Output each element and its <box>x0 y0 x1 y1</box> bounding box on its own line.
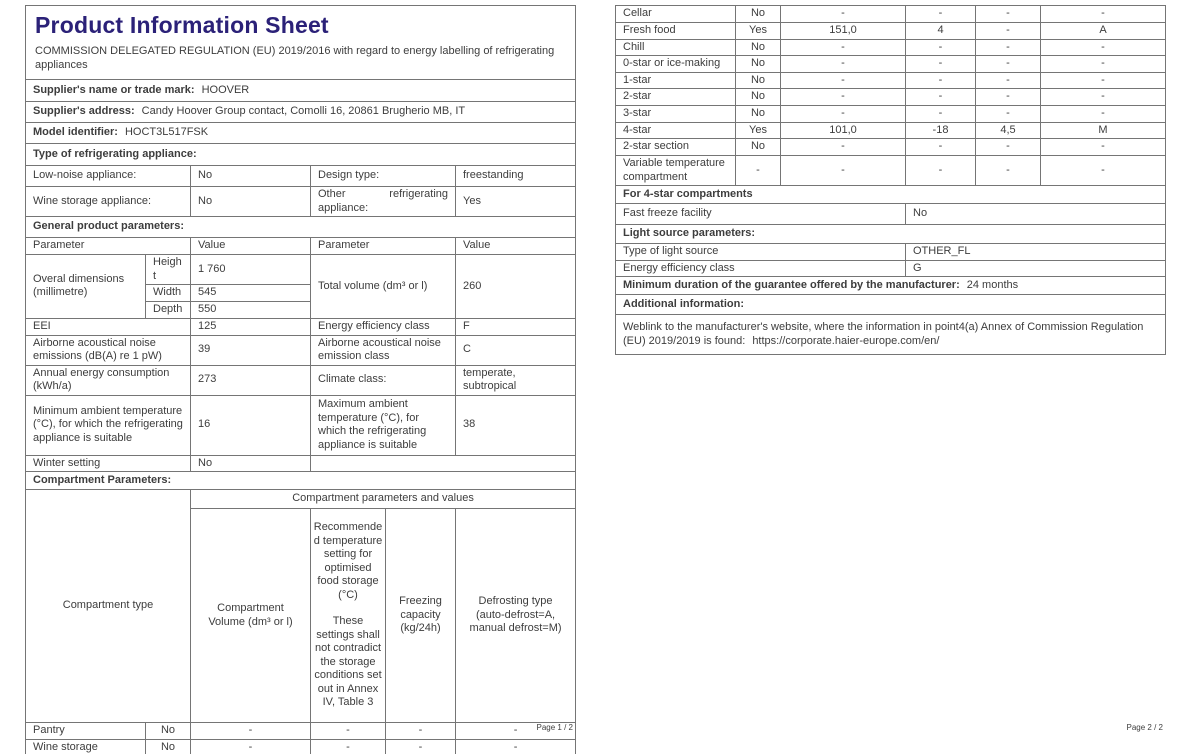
compartment-present: - <box>736 156 781 186</box>
temperature-header-note: These settings shall not contradict the storage conditions set out in Annex IV, Table 3 <box>314 615 382 709</box>
compartment-present: No <box>736 72 781 89</box>
regulation-subtitle: COMMISSION DELEGATED REGULATION (EU) 2019/2016 with regard to energy labelling of refrigerating appliances <box>35 45 555 71</box>
compartment-temp: -18 <box>906 122 976 139</box>
param-value: 273 <box>191 365 311 395</box>
compartment-defrost: - <box>456 723 576 740</box>
table-row <box>26 187 576 217</box>
table-row <box>616 156 1166 186</box>
light-efficiency-label: Energy efficiency class <box>616 260 906 277</box>
compartment-volume: - <box>781 6 906 23</box>
table-row <box>616 6 1166 23</box>
compartment-temp: - <box>906 56 976 73</box>
dimensions-label: Overal dimensions (millimetre) <box>26 255 146 319</box>
param-value: No <box>191 455 311 472</box>
compartment-defrost: - <box>1041 72 1166 89</box>
param-value: 16 <box>191 395 311 455</box>
compartment-freezing: - <box>976 56 1041 73</box>
weblink-cell <box>616 315 1166 355</box>
compartment-temp: - <box>906 89 976 106</box>
compartment-type: 0-star or ice-making <box>616 56 736 73</box>
table-row <box>616 39 1166 56</box>
param-value: 125 <box>191 318 311 335</box>
temperature-header-main: Recommended temperature setting for optimised food storage (°C) <box>313 521 383 601</box>
supplier-address-label: Supplier's address: <box>33 105 135 118</box>
page-2 <box>615 0 1165 754</box>
compartment-volume: - <box>781 72 906 89</box>
param-value: F <box>456 318 576 335</box>
four-star-section-header-row <box>616 186 1166 204</box>
guarantee-value: 24 months <box>966 278 1019 291</box>
compartment-freezing: - <box>976 22 1041 39</box>
table-row <box>616 122 1166 139</box>
table-row <box>26 365 576 395</box>
light-source-type-value: OTHER_FL <box>906 244 1166 261</box>
compartment-present: Yes <box>736 122 781 139</box>
compartment-volume: - <box>781 89 906 106</box>
compartment-temp: - <box>311 723 386 740</box>
total-volume-label: Total volume (dm³ or l) <box>311 255 456 319</box>
weblink-label: Weblink to the manufacturer's website, where the information in point4(a) Annex of Commission Regulation (EU) 2019/2019 is found: <box>623 321 1144 347</box>
guarantee-label: Minimum duration of the guarantee offered by the manufacturer: <box>623 278 960 291</box>
compartment-type: 3-star <box>616 106 736 123</box>
dimension-value: 1 760 <box>191 255 311 285</box>
compartment-volume: - <box>781 139 906 156</box>
weblink-url[interactable]: https://corporate.haier-europe.com/en/ <box>752 334 940 347</box>
compartment-defrost: A <box>1041 22 1166 39</box>
volume-header: Compartment Volume (dm³ or l) <box>191 509 311 723</box>
compartment-temp: 4 <box>906 22 976 39</box>
column-header-row <box>26 238 576 255</box>
compartment-freezing: - <box>976 106 1041 123</box>
supplier-name-cell <box>26 80 576 102</box>
compartment-section-header: Compartment Parameters: <box>26 472 576 490</box>
compartment-present: No <box>736 56 781 73</box>
compartment-temp: - <box>311 739 386 754</box>
compartment-defrost: - <box>1041 6 1166 23</box>
table-row <box>26 166 576 187</box>
compartment-freezing: - <box>976 6 1041 23</box>
dimension-key: Height <box>146 255 191 285</box>
model-identifier-cell <box>26 123 576 144</box>
compartment-temp: - <box>906 139 976 156</box>
table-row <box>616 56 1166 73</box>
light-section-header-row <box>616 225 1166 244</box>
supplier-name-row <box>26 80 576 102</box>
four-star-section-header: For 4-star compartments <box>616 186 1166 204</box>
param-label: Airborne acoustical noise emission class <box>311 335 456 365</box>
freezing-header: Freezing capacity (kg/24h) <box>386 509 456 723</box>
compartment-temp: - <box>906 6 976 23</box>
compartment-defrost: - <box>1041 156 1166 186</box>
type-section-header-row <box>26 144 576 166</box>
model-identifier-row <box>26 123 576 144</box>
fast-freeze-row <box>616 204 1166 225</box>
table-row <box>26 395 576 455</box>
table-row <box>26 335 576 365</box>
compartment-type: 2-star <box>616 89 736 106</box>
compartment-temp: - <box>906 39 976 56</box>
column-header: Value <box>191 238 311 255</box>
param-label: Energy efficiency class <box>311 318 456 335</box>
compartment-type: Fresh food <box>616 22 736 39</box>
compartment-freezing: - <box>976 72 1041 89</box>
dimension-value: 550 <box>191 301 311 318</box>
table-row <box>616 22 1166 39</box>
compartment-group-header-row <box>26 490 576 509</box>
param-label: Design type: <box>311 166 456 187</box>
light-section-header: Light source parameters: <box>616 225 1166 244</box>
weblink-row <box>616 315 1166 355</box>
dimension-key: Depth <box>146 301 191 318</box>
param-value: 38 <box>456 395 576 455</box>
dimension-value: 545 <box>191 285 311 302</box>
supplier-name-label: Supplier's name or trade mark: <box>33 83 195 96</box>
param-value: C <box>456 335 576 365</box>
compartment-section-header-row <box>26 472 576 490</box>
supplier-address-row <box>26 102 576 123</box>
compartment-freezing: - <box>976 39 1041 56</box>
additional-info-header: Additional information: <box>616 295 1166 315</box>
param-value: freestanding <box>456 166 576 187</box>
light-efficiency-row <box>616 260 1166 277</box>
dimension-key: Width <box>146 285 191 302</box>
column-header: Parameter <box>311 238 456 255</box>
page-number-footer: Page 1 / 2 <box>536 723 573 732</box>
param-value: Yes <box>456 187 576 217</box>
total-volume-value: 260 <box>456 255 576 319</box>
light-efficiency-value: G <box>906 260 1166 277</box>
param-value: 39 <box>191 335 311 365</box>
table-row <box>26 318 576 335</box>
param-value: No <box>191 187 311 217</box>
param-label: Low-noise appliance: <box>26 166 191 187</box>
compartment-present: No <box>736 89 781 106</box>
compartment-type-header: Compartment type <box>26 490 191 723</box>
empty-cell <box>311 455 576 472</box>
general-section-header: General product parameters: <box>26 217 576 238</box>
table-row <box>616 139 1166 156</box>
product-info-table-page1 <box>25 5 576 754</box>
compartment-volume: - <box>781 39 906 56</box>
defrost-header: Defrosting type (auto-defrost=A, manual defrost=M) <box>456 509 576 723</box>
compartment-present: No <box>736 6 781 23</box>
compartment-type: 2-star section <box>616 139 736 156</box>
compartment-type: Variable temperature compartment <box>616 156 736 186</box>
model-identifier-value: HOCT3L517FSK <box>124 126 209 139</box>
supplier-address-cell <box>26 102 576 123</box>
fast-freeze-value: No <box>906 204 1166 225</box>
compartment-volume: - <box>781 106 906 123</box>
page-1 <box>25 0 575 754</box>
table-row <box>26 723 576 740</box>
compartment-freezing: - <box>976 89 1041 106</box>
compartment-volume: 101,0 <box>781 122 906 139</box>
compartment-defrost: - <box>1041 106 1166 123</box>
compartment-defrost: - <box>1041 139 1166 156</box>
guarantee-cell <box>616 277 1166 295</box>
table-row <box>26 739 576 754</box>
compartment-defrost: - <box>456 739 576 754</box>
param-label: Wine storage appliance: <box>26 187 191 217</box>
param-value: temperate, subtropical <box>456 365 576 395</box>
dimensions-row-height <box>26 255 576 285</box>
compartment-present: No <box>736 139 781 156</box>
supplier-address-value: Candy Hoover Group contact, Comolli 16, 20861 Brugherio MB, IT <box>141 105 466 118</box>
guarantee-row <box>616 277 1166 295</box>
compartment-volume: - <box>781 56 906 73</box>
page-title: Product Information Sheet <box>35 12 329 38</box>
compartment-freezing: 4,5 <box>976 122 1041 139</box>
param-label: Minimum ambient temperature (°C), for which the refrigerating appliance is suitable <box>26 395 191 455</box>
compartment-present: No <box>146 723 191 740</box>
compartment-present: Yes <box>736 22 781 39</box>
compartment-defrost: - <box>1041 89 1166 106</box>
additional-info-header-row <box>616 295 1166 315</box>
param-label: Maximum ambient temperature (°C), for which the refrigerating appliance is suitable <box>311 395 456 455</box>
compartment-freezing: - <box>976 156 1041 186</box>
table-row <box>616 89 1166 106</box>
param-label: Airborne acoustical noise emissions (dB(A) re 1 pW) <box>26 335 191 365</box>
compartment-type: Chill <box>616 39 736 56</box>
compartment-defrost: M <box>1041 122 1166 139</box>
compartment-type: Cellar <box>616 6 736 23</box>
compartment-volume: 151,0 <box>781 22 906 39</box>
general-section-header-row <box>26 217 576 238</box>
type-section-header: Type of refrigerating appliance: <box>26 144 576 166</box>
compartment-type: Pantry <box>26 723 146 740</box>
column-header: Parameter <box>26 238 191 255</box>
compartment-temp: - <box>906 156 976 186</box>
compartment-group-header: Compartment parameters and values <box>191 490 576 509</box>
compartment-volume: - <box>191 723 311 740</box>
param-label: Climate class: <box>311 365 456 395</box>
compartment-volume: - <box>781 156 906 186</box>
compartment-freezing: - <box>386 723 456 740</box>
table-row <box>616 106 1166 123</box>
compartment-type: Wine storage <box>26 739 146 754</box>
param-label: EEI <box>26 318 191 335</box>
compartment-temp: - <box>906 72 976 89</box>
product-info-table-page2 <box>615 5 1166 355</box>
compartment-present: No <box>736 39 781 56</box>
compartment-defrost: - <box>1041 39 1166 56</box>
compartment-type: 1-star <box>616 72 736 89</box>
compartment-type: 4-star <box>616 122 736 139</box>
light-source-type-row <box>616 244 1166 261</box>
compartment-freezing: - <box>386 739 456 754</box>
compartment-freezing: - <box>976 139 1041 156</box>
fast-freeze-label: Fast freeze facility <box>616 204 906 225</box>
temperature-header <box>311 509 386 723</box>
supplier-name-value: HOOVER <box>201 83 250 96</box>
table-row <box>616 72 1166 89</box>
compartment-volume: - <box>191 739 311 754</box>
compartment-present: No <box>736 106 781 123</box>
title-row <box>26 6 576 80</box>
title-cell <box>26 6 576 80</box>
param-label: Annual energy consumption (kWh/a) <box>26 365 191 395</box>
param-value: No <box>191 166 311 187</box>
column-header: Value <box>456 238 576 255</box>
compartment-defrost: - <box>1041 56 1166 73</box>
param-label: Winter setting <box>26 455 191 472</box>
compartment-present: No <box>146 739 191 754</box>
param-label: Other refrigerating appliance: <box>311 187 456 217</box>
light-source-type-label: Type of light source <box>616 244 906 261</box>
page-number-footer: Page 2 / 2 <box>1126 723 1163 732</box>
winter-setting-row <box>26 455 576 472</box>
compartment-temp: - <box>906 106 976 123</box>
model-identifier-label: Model identifier: <box>33 126 118 139</box>
